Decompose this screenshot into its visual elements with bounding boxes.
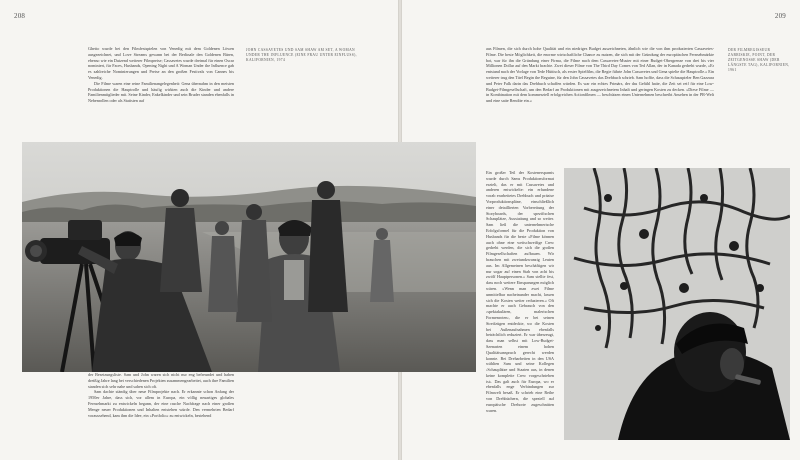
paragraph: Ghetto wurde bei den Filmfestspielen von Venedig mit dem Goldenen Löwen ausgezeichnet, und Love Streams gewann bei der Berlinale den Goldenen Bären, ebenso wie ein Dutzend weiterer Filmpreise; Cassavetes wurde dreimal für einen Oscar nominiert, für Faces, Husbands, Opening Night und A Woman Under the Influence gab es zahlreiche Nominierungen und Preise an den großen Festivals von Cannes bis Venedig. <box>88 46 234 80</box>
left-top-column <box>88 46 234 134</box>
paragraph: Ein großer Teil der Kostenersparnis wurde durch Sams Produktionsformat erzielt, das er mit Cassavetes und anderen entwickelte: ein erfundene vorab erarbeitetes Drehbuch und präzise Vorproduktionspläne, einschließlich einer detaillierten Vorbereitung der Storyboards, der spezifischen Schauplätze, Ausstattung und so weiter. Sam ließ die unternehmerische Erfolgsformel für die Produktion von Husbands für die beste »Filme können auch ohne eine weitschweifige Crew gedreht werden, die sich die großen Filmgesellschaften aufbauen. Wir brauchen mit zweiundzwanzig Leuten aus. Im Allgemeinen beschäftigen wir nur sogar auf einen Stab von acht bis zwölf Hauptpersonen.« Sam stellte fest, dass noch weitere Einsparungen möglich wären. »Wenn man zwei Filme unmittelbar nacheinander macht, lassen sich die Kosten weiter reduzieren.« Oft machte er auch Gebrauch von den ›spektakulären, malerischen Formenroten‹, die er bei seinen Streifzügen entdeckte, wo die Kosten bei Außenaufnahmen ebenfalls beträchtlich reduziert. Er war überzeugt, dass man selbst mit Low-Budget-Szenarien einem hohen Qualitätsanspruch gerecht werden konnte. Bei Dreharbeiten in den USA wählten Sam und seine Kollegen ›Schauplätze und Staaten aus, in denen keine komplette Crew vorgeschrieben ist‹. Das galt auch für Europa, wo er ebenfalls enge Verbindungen zur Filmwelt besaß. Er schrieb eine Reihe von Drehbüchern, die speziell auf europäische Drehorte zugeschnitten waren. <box>486 170 554 413</box>
portrait-photo <box>564 168 790 440</box>
photo-caption-right: DER FILMREGISSEUR ZABRISKIE, POINT, DER ZEITGENOSSE SHAW (DER LÄNGSTE TAG), KALIFORNIEN, 1961 <box>728 48 790 72</box>
paragraph: der Besetzungsliste. Sam und John waren sich nicht nur eng befreundet und haben dreißig Jahre lang bei verschiedenen Projekten zusammengearbeitet, auch ihre Familien standen sich sehr nahe und sahen sich oft. <box>88 372 234 389</box>
left-bottom-column <box>88 372 234 452</box>
paragraph: aus Filmen, die sich durch hohe Qualität und ein niedriges Budget auszeichneten, ähnlich wie die von ihm produzierten Cassavetes-Filme. Die beste Möglichkeit, die enorme wirtschaftliche Chance zu nutzen, die sich mit der Gründung der europäischen Fernsehmärkte bot, war für ihn die Gründung einer Firma, die Filme nach dem Cassavetes-Muster mit einer Budget-Obergrenze von drei bis vier Millionen Dollar auf den Markt brachte. Zwei dieser Filme von The Third Day Comes von Ted Allan, der in Kanada gedreht wurde, »Er entstand nach der Vorlage von Tede Hüttisch, als erster Spielfilm, die Regie führte John Cassavetes und Gena spielte die Hauptrolle.« Ein weiterer trug den Titel Begin the Beguine, für den John Cassavetes das Drehbuch schrieb. Sam hoffte, dass die Schauspieler Ben Gazzara und Peter Falk darin das Drehbuch schaffen würden. Es war ein echtes Primärs, der das Gefühl hatte, die Zeit sei reif für eine Low-Budget-Filmgesellschaft, um den Bedarf an Produktionen mit ausgezeichnetem Inhalt und geringen Kosten zu decken. »Diese Filme — in Kombination mit dem kommerziell erfolgreichen Actionfilmen — beschützen einen Unternehmen beschreibt Ansehen in der PR-Welt und eine satte Rendite ein.« <box>486 46 714 104</box>
page-number-left: 208 <box>14 12 26 20</box>
paragraph: Sam dachte ständig über neue Filmprojekte nach. Er erkannte schon Anfang der 1950er Jahre, dass sich, vor allem in Europa, ein völlig neuartiges globales Fernsehmarkt zu entwickeln begann, der eine rasche Nachfrage nach einer großen Menge neuer Produktionen und Inhalten entstehen würde. Den vermehrten Bedarf voraussehend, kam ihm die Idee, ein »Portfolio« zu entwickeln, bestehend <box>88 389 234 418</box>
page-number-right: 209 <box>774 12 786 20</box>
photo-caption-left: JOHN CASSAVETES UND SAM SHAW AM SET, A WOMAN UNDER THE INFLUENCE (EINE FRAU UNTER EINFLUSS), KALIFORNIEN, 1974 <box>246 48 357 62</box>
right-top-column <box>486 46 714 162</box>
film-set-photo <box>22 142 476 372</box>
paragraph: Die Filme waren eine reine Familienangelegenheit: Gena übernahm in den meisten Produktionen die Hauptrolle und häufig wirkten auch die Kinder und andere Familienmitglieder mit. Seine Kinder, Enkelkinder und sein Bruder standen ebenfalls in Nebenrollen oder als Statisten auf <box>88 80 234 104</box>
right-mid-column <box>486 170 554 452</box>
